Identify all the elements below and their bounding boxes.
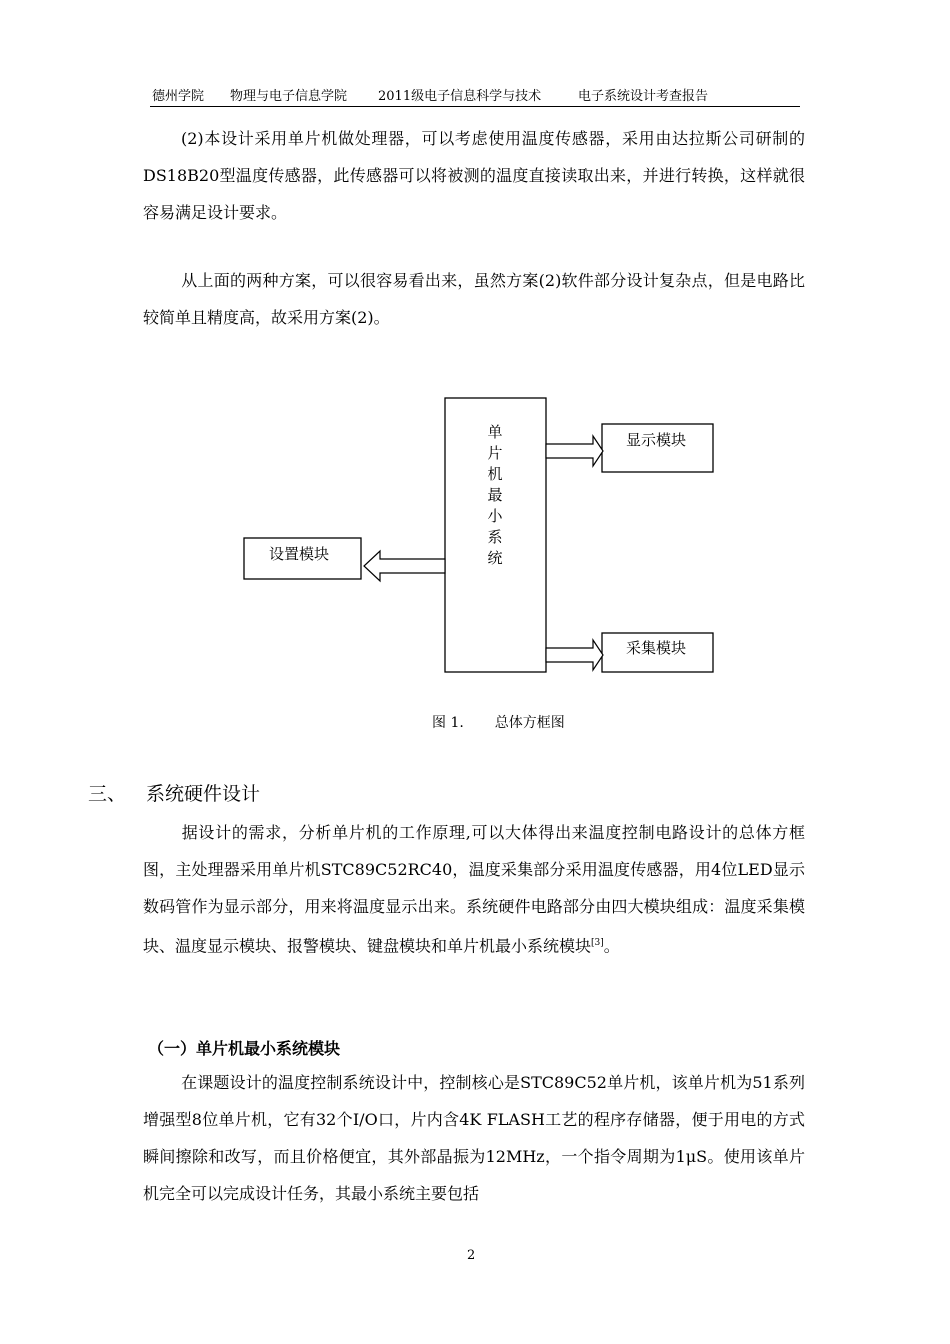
subsection-title: （一）单片机最小系统模块 <box>148 1039 341 1058</box>
mcu-char: 机 <box>487 465 503 483</box>
header-school: 德州学院 <box>152 89 205 104</box>
citation: [3] <box>591 938 604 948</box>
page-number: 2 <box>467 1248 476 1263</box>
setting-module-label: 设置模块 <box>269 545 330 563</box>
paragraph-conclusion: 从上面的两种方案，可以很容易看出来，虽然方案(2)软件部分设计复杂点，但是电路比较简单且精度高，故采用方案(2)。 <box>143 271 805 327</box>
paragraph-scheme-2: (2)本设计采用单片机做处理器，可以考虑使用温度传感器，采用由达拉斯公司研制的DS18B20型温度传感器，此传感器可以将被测的温度直接读取出来，并进行转换，这样就很容易满足设计要求。 <box>143 129 805 222</box>
mcu-char: 片 <box>487 444 503 462</box>
header-college: 物理与电子信息学院 <box>230 89 348 104</box>
header-report: 电子系统设计考查报告 <box>578 89 709 104</box>
figure-caption <box>432 712 565 732</box>
mcu-char: 系 <box>487 528 503 546</box>
arrow-to-setting <box>364 551 445 581</box>
mcu-char: 统 <box>487 549 503 567</box>
section-number: 三、 <box>88 783 127 805</box>
display-module-label: 显示模块 <box>626 431 687 449</box>
paragraph-hardware-design: 据设计的需求，分析单片机的工作原理,可以大体得出来温度控制电路设计的总体方框图，主处理器采用单片机STC89C52RC40，温度采集部分采用温度传感器，用4位LED显示数码管作为显示部分，用来将温度显示出来。系统硬件电路部分由四大模块组成：温度采集模块、温度显示模块、报警模块、键盘模块和单片机最小系统模块[3]。 <box>143 823 805 956</box>
mcu-char: 单 <box>487 423 503 441</box>
section-title: 系统硬件设计 <box>146 783 261 805</box>
mcu-char: 小 <box>487 507 503 525</box>
arrow-to-display <box>546 436 603 466</box>
paragraph-mcu-module: 在课题设计的温度控制系统设计中，控制核心是STC89C52单片机，该单片机为51系列增强型8位单片机，它有32个I/O口，片内含4K FLASH工艺的程序存储器，便于用电的方式瞬间擦除和改写，而且价格便宜，其外部晶振为12MHz，一个指令周期为1μS。使用该单片机完全可以完成设计任务，其最小系统主要包括 <box>143 1073 805 1203</box>
mcu-char: 最 <box>487 486 503 504</box>
header-major: 2011级电子信息科学与技术 <box>378 89 542 104</box>
arrow-to-collect <box>546 640 603 670</box>
figure-title: 总体方框图 <box>494 715 565 731</box>
figure-label: 图 1. <box>432 715 464 731</box>
collect-module-label: 采集模块 <box>626 639 687 657</box>
